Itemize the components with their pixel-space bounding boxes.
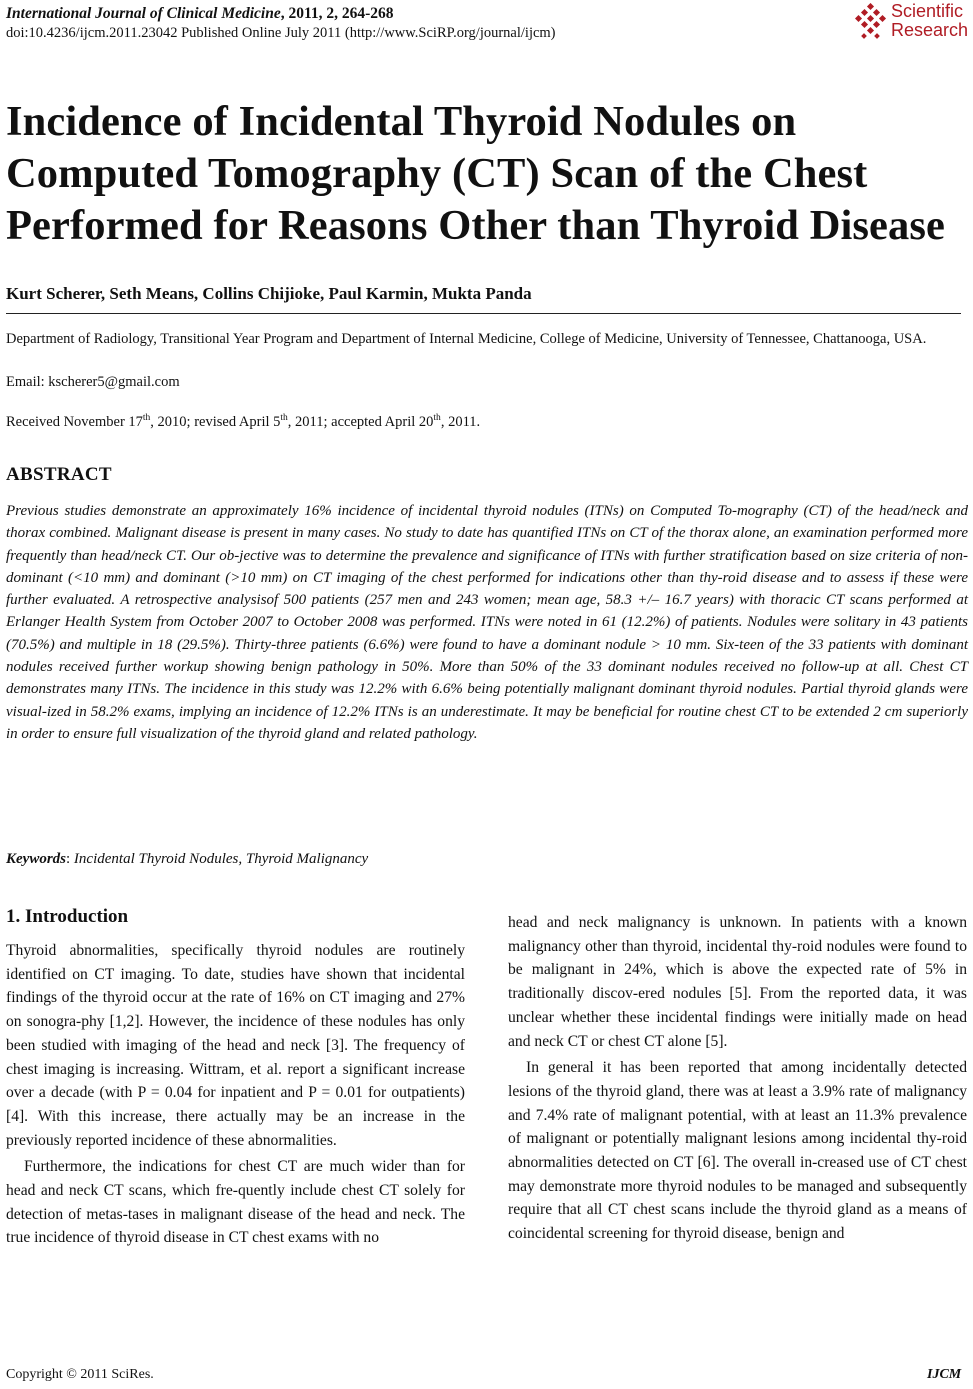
received-text-1: Received November 17 <box>6 414 143 430</box>
title-divider <box>6 313 961 314</box>
paragraph: head and neck malignancy is unknown. In patients with a known malignancy other than thyroid, incidental thy-roid nodules were found to be malignant in 24%, which is above the expected rate of 5% in traditionally discov-ered nodules [5]. From the reported data, it was unclear whether these incidental findings were initially made on head and neck CT or chest CT alone [5]. <box>508 914 967 1050</box>
author-list: Kurt Scherer, Seth Means, Collins Chijioke, Paul Karmin, Mukta Panda <box>6 284 532 303</box>
received-sup-1: th <box>142 413 151 423</box>
publisher-logo-text <box>891 2 968 40</box>
abstract-heading: ABSTRACT <box>6 464 112 485</box>
publisher-logo <box>855 2 973 44</box>
article-title: Incidence of Incidental Thyroid Nodules on Computed Tomography (CT) Scan of the Chest Performed for Reasons Other than Thyroid Disease <box>6 98 945 249</box>
footer-journal-abbrev: IJCM <box>927 1367 962 1382</box>
right-column <box>508 911 967 1246</box>
received-text-2: , 2010; revised April 5 <box>150 414 281 430</box>
left-column <box>6 939 465 1250</box>
received-dates <box>6 412 480 432</box>
keywords <box>6 848 368 870</box>
doi-line: doi:10.4236/ijcm.2011.23042 Published Online July 2011 (http://www.SciRP.org/journal/ijcm) <box>6 25 556 41</box>
paragraph: In general it has been reported that among incidentally detected lesions of the thyroid gland, there was at least a 3.9% rate of malignancy and 7.4% rate of malignant potential, with at least an 11.3% prevalence of malignant or potentially malignant lesions among incidental thy-roid abnormalities detected on CT [6]. The overall in-creased use of CT chest may demonstrate more thyroid nodules to be managed and subsequently require that all CT chest scans include the thyroid gland as a means of coincidental screening for thyroid disease, benign and <box>508 1059 967 1243</box>
publisher-logo-icon <box>855 3 887 41</box>
journal-volume: , 2011, 2, 264-268 <box>280 5 394 22</box>
keywords-list: Incidental Thyroid Nodules, Thyroid Malignancy <box>73 851 369 867</box>
received-sup-2: th <box>280 413 288 423</box>
journal-citation <box>6 4 394 23</box>
logo-line-2: Research <box>891 20 969 40</box>
received-sup-3: th <box>433 413 441 423</box>
paragraph: Furthermore, the indications for chest CT are much wider than for head and neck CT scans, which fre-quently include chest CT solely for detection of metas-tases in malignant disease of the head and neck. The true incidence of thyroid disease in CT chest exams with no <box>6 1158 465 1247</box>
received-text-3: , 2011; accepted April 20 <box>287 414 434 430</box>
keywords-label: Keywords <box>6 851 66 867</box>
journal-name: International Journal of Clinical Medicine <box>6 5 281 22</box>
keywords-colon: : <box>66 851 74 867</box>
received-text-4: , 2011. <box>440 414 481 430</box>
logo-line-1: Scientific <box>891 1 964 21</box>
affiliation: Department of Radiology, Transitional Year Program and Department of Internal Medicine, College of Medicine, University of Tennessee, Chattanooga, USA. <box>6 331 927 347</box>
paragraph: Thyroid abnormalities, specifically thyroid nodules are routinely identified on CT imaging. To date, studies have shown that incidental findings of the thyroid occur at the rate of 16% on CT imaging and 27% on sonogra-phy [1,2]. However, the incidence of these nodules has only been studied with imaging of the head and neck [3]. The frequency of chest imaging is increasing. Wittram, et al. report a significant increase over a decade (with P = 0.04 for inpatient and P = 0.01 for outpatients) [4]. With this increase, there actually may be an increase in the previously reported incidence of these abnormalities. <box>6 942 465 1149</box>
contact-email: Email: kscherer5@gmail.com <box>6 374 180 390</box>
abstract-body: Previous studies demonstrate an approximately 16% incidence of incidental thyroid nodules (ITNs) on Computed To-mography (CT) of the head/neck and thorax combined. Malignant disease is present in many cases. No study to date has quantified ITNs on CT of the thorax alone, an examination performed more frequently than head/neck CT. Our ob-jective was to determine the prevalence and significance of ITNs with further stratification based on size criteria of non-dominant (<10 mm) and dominant (>10 mm) on CT imaging of the chest performed for indications other than thy-roid disease and to assess if these were further evaluated. A retrospective analysisof 500 patients (257 men and 243 women; mean age, 58.3 +/– 16.7 years) with thoracic CT scans performed at Erlanger Health System from October 2007 to October 2008 was performed. ITNs were noted in 61 (12.2%) of patients. Nodules were solitary in 43 patients (70.5%) and multiple in 18 (29.5%). Thirty-three patients (6.6%) were found to have a dominant nodule > 10 mm. Six-teen of the 33 patients with dominant nodules received further workup showing benign pathology in 50%. More than 50% of the 33 dominant nodules received no follow-up at all. Chest CT demonstrates many ITNs. The incidence in this study was 12.2% with 6.6% being potentially malignant dominant thyroid nodules. Partial thyroid glands were visual-ized in 58.2% exams, implying an incidence of 12.2% ITNs is an underestimate. It may be beneficial for routine chest CT to be extended 2 cm superiorly in order to ensure full visualization of the thyroid gland and related pathology. <box>6 503 968 742</box>
section-heading-introduction: 1. Introduction <box>6 906 129 927</box>
footer-copyright: Copyright © 2011 SciRes. <box>6 1367 154 1382</box>
